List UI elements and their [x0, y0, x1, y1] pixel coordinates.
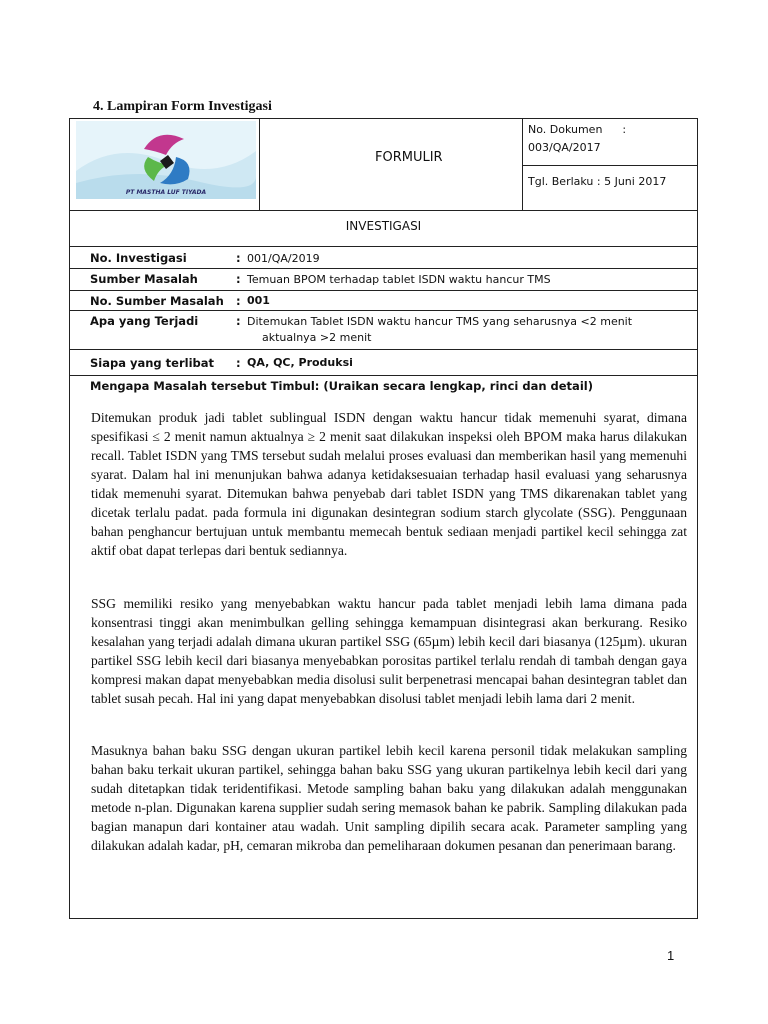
row-line: [70, 268, 697, 269]
colon-no-sumber-masalah: :: [236, 294, 241, 308]
row-line: [70, 290, 697, 291]
doc-number-value: 003/QA/2017: [528, 141, 601, 154]
colon-apa-yang-terjadi: :: [236, 314, 241, 328]
row-line: [70, 310, 697, 311]
value-no-investigasi: 001/QA/2019: [247, 252, 320, 265]
doc-number-label: No. Dokumen: [528, 123, 603, 136]
row-line: [70, 246, 697, 247]
label-sumber-masalah: Sumber Masalah: [90, 272, 198, 286]
colon-sumber-masalah: :: [236, 272, 241, 286]
value-sumber-masalah: Temuan BPOM terhadap tablet ISDN waktu hancur TMS: [247, 273, 551, 286]
question-heading: Mengapa Masalah tersebut Timbul: (Uraikan secara lengkap, rinci dan detail): [90, 379, 593, 393]
page-number: 1: [667, 948, 675, 963]
colon-siapa-yang-terlibat: :: [236, 356, 241, 370]
header-divider-left: [259, 119, 260, 210]
paragraph-1: Ditemukan produk jadi tablet sublingual ISDN dengan waktu hancur tidak memenuhi syarat, dimana spesifikasi ≤ 2 menit namun aktualnya ≥ 2 menit saat dilakukan inspeksi oleh BPOM maka harus dilakukan recall. Tablet ISDN yang TMS tersebut sudah melalui proses evaluasi dan memberikan hasil yang memenuhi syarat. Dalam hal ini menunjukan bahwa adanya ketidaksesuaian terhadap hasil evaluasi yang seharusnya tidak memenuhi syarat. Ditemukan bahwa penyebab dari tablet ISDN yang TMS dikarenakan tablet yang dicetak terlalu padat. pada formula ini digunakan desintegran sodium starch glycolate (SSG). Penggunaan bahan penghancur bertujuan untuk membantu memecah bentuk sediaan menjadi partikel kecil sehingga zat aktif obat dapat terlepas dari bentuk sediannya.: [91, 410, 687, 558]
row-line: [70, 349, 697, 350]
label-siapa-yang-terlibat: Siapa yang terlibat: [90, 356, 215, 370]
label-apa-yang-terjadi: Apa yang Terjadi: [90, 314, 199, 328]
header-divider-docinfo: [522, 165, 697, 166]
value-siapa-yang-terlibat: QA, QC, Produksi: [247, 356, 353, 369]
value-apa-yang-terjadi: Ditemukan Tablet ISDN waktu hancur TMS yang seharusnya <2 menit: [247, 315, 633, 328]
valid-date: Tgl. Berlaku : 5 Juni 2017: [528, 175, 667, 188]
label-no-investigasi: No. Investigasi: [90, 251, 187, 265]
section-title: 4. Lampiran Form Investigasi: [93, 99, 272, 114]
colon-no-investigasi: :: [236, 251, 241, 265]
label-no-sumber-masalah: No. Sumber Masalah: [90, 294, 224, 308]
value-no-sumber-masalah: 001: [247, 294, 270, 307]
doc-number-label-line: [528, 121, 626, 139]
doc-number-colon: :: [622, 123, 627, 136]
company-name-logo-text: PT MASTHA LUF TIYADA: [125, 189, 207, 196]
company-logo: [76, 121, 256, 199]
investigation-title: INVESTIGASI: [345, 219, 422, 233]
paragraph-3: Masuknya bahan baku SSG dengan ukuran partikel lebih kecil karena personil tidak melakukan sampling bahan baku terkait ukuran partikel, sehingga bahan baku SSG yang ukuran partikelnya lebih kecil dari yang sudah ditetapkan tidak teridentifikasi. Metode sampling bahan baku yang dilakukan adalah menggunakan metode n-plan. Digunakan karena supplier sudah sering memasok bahan ke pabrik. Sampling dilakukan pada bagian manapun dari kontainer atau wadah. Unit sampling dipilih secara acak. Parameter sampling yang dilakukan adalah kadar, pH, cemaran mikroba dan pemeliharaan dokumen pesanan dan penerimaan barang.: [91, 743, 687, 853]
form-title: FORMULIR: [375, 150, 443, 165]
header-bottom-line: [70, 210, 697, 211]
row-line: [70, 375, 697, 376]
value-apa-yang-terjadi-line2: aktualnya >2 menit: [262, 331, 372, 344]
investigation-form: [69, 118, 698, 919]
paragraph-2: SSG memiliki resiko yang menyebabkan waktu hancur pada tablet menjadi lebih lama dimana pada konsentrasi tinggi akan menimbulkan gelling sehingga kemampuan disintegrasi akan berkurang. Resiko kesalahan yang terjadi adalah dimana ukuran partikel SSG (65µm) lebih kecil dari biasanya (125µm). ukuran partikel SSG lebih kecil dari biasanya menyebabkan porositas partikel terlalu rendah di tambah dengan gaya kompresi makan dapat menyebabkan media disolusi sulit berpenetrasi mencapai bahan desintegran tablet dan tablet susah pecah. Hal ini yang dapat menyebabkan disolusi tablet menjadi lebih lama dari 2 menit.: [91, 596, 687, 706]
